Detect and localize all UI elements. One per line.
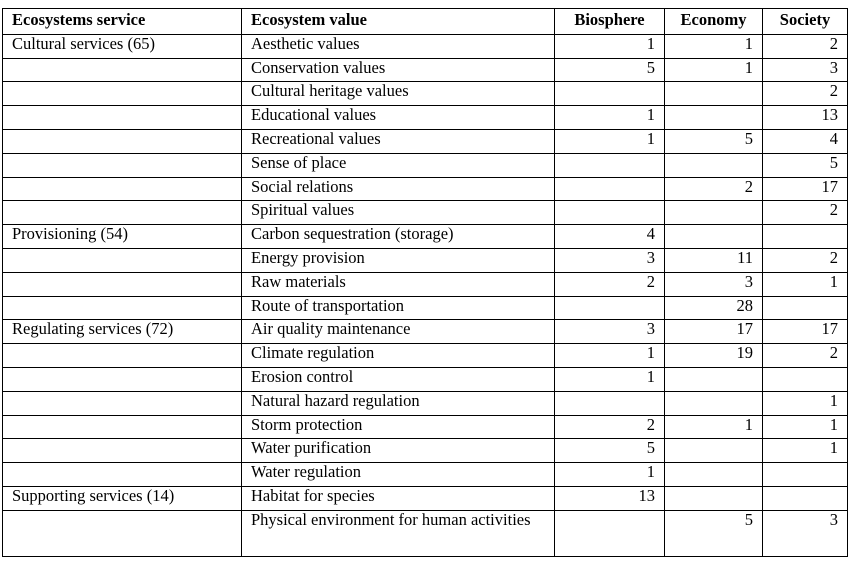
cell-society: 3	[763, 510, 848, 556]
cell-service	[3, 463, 242, 487]
ecosystem-services-table	[2, 8, 848, 557]
cell-society: 5	[763, 153, 848, 177]
cell-society	[763, 486, 848, 510]
cell-economy	[665, 225, 763, 249]
cell-society: 2	[763, 344, 848, 368]
cell-society: 1	[763, 272, 848, 296]
cell-value: Spiritual values	[242, 201, 555, 225]
table-row	[3, 248, 848, 272]
cell-value: Energy provision	[242, 248, 555, 272]
cell-biosphere: 3	[555, 320, 665, 344]
cell-economy	[665, 367, 763, 391]
cell-biosphere	[555, 510, 665, 556]
header-row	[3, 9, 848, 35]
cell-service	[3, 153, 242, 177]
cell-value: Conservation values	[242, 58, 555, 82]
cell-economy	[665, 439, 763, 463]
cell-economy: 5	[665, 129, 763, 153]
cell-service	[3, 296, 242, 320]
table-row	[3, 439, 848, 463]
cell-service	[3, 510, 242, 556]
cell-value: Water purification	[242, 439, 555, 463]
cell-biosphere: 1	[555, 34, 665, 58]
cell-society: 13	[763, 106, 848, 130]
table-row	[3, 510, 848, 556]
cell-service: Cultural services (65)	[3, 34, 242, 58]
cell-service	[3, 106, 242, 130]
cell-service	[3, 367, 242, 391]
cell-society	[763, 463, 848, 487]
table-row	[3, 486, 848, 510]
table-row	[3, 344, 848, 368]
cell-economy: 17	[665, 320, 763, 344]
cell-service	[3, 82, 242, 106]
table-row	[3, 153, 848, 177]
cell-biosphere: 1	[555, 129, 665, 153]
cell-service	[3, 248, 242, 272]
table-row	[3, 296, 848, 320]
table-row	[3, 367, 848, 391]
cell-value: Physical environment for human activities	[242, 510, 555, 556]
cell-service: Provisioning (54)	[3, 225, 242, 249]
cell-biosphere: 1	[555, 463, 665, 487]
cell-economy	[665, 486, 763, 510]
cell-economy: 1	[665, 58, 763, 82]
cell-society: 2	[763, 201, 848, 225]
cell-biosphere	[555, 153, 665, 177]
table-row	[3, 106, 848, 130]
cell-value: Raw materials	[242, 272, 555, 296]
cell-value: Recreational values	[242, 129, 555, 153]
table-row	[3, 225, 848, 249]
cell-value: Social relations	[242, 177, 555, 201]
table-body	[3, 34, 848, 556]
cell-service: Regulating services (72)	[3, 320, 242, 344]
table-row	[3, 201, 848, 225]
header-economy: Economy	[665, 9, 763, 35]
cell-society: 2	[763, 82, 848, 106]
cell-value: Route of transportation	[242, 296, 555, 320]
cell-society	[763, 225, 848, 249]
header-biosphere: Biosphere	[555, 9, 665, 35]
table-row	[3, 415, 848, 439]
cell-economy: 28	[665, 296, 763, 320]
cell-service	[3, 439, 242, 463]
cell-economy: 5	[665, 510, 763, 556]
cell-service	[3, 58, 242, 82]
cell-society	[763, 367, 848, 391]
cell-value: Erosion control	[242, 367, 555, 391]
cell-society: 4	[763, 129, 848, 153]
cell-society: 2	[763, 248, 848, 272]
cell-service	[3, 177, 242, 201]
cell-economy	[665, 153, 763, 177]
cell-economy: 1	[665, 415, 763, 439]
cell-value: Climate regulation	[242, 344, 555, 368]
cell-biosphere: 5	[555, 439, 665, 463]
cell-society: 17	[763, 320, 848, 344]
cell-service	[3, 415, 242, 439]
cell-society: 17	[763, 177, 848, 201]
cell-biosphere: 3	[555, 248, 665, 272]
cell-biosphere: 13	[555, 486, 665, 510]
cell-service: Supporting services (14)	[3, 486, 242, 510]
table-row	[3, 463, 848, 487]
cell-value: Habitat for species	[242, 486, 555, 510]
cell-economy: 1	[665, 34, 763, 58]
cell-economy: 3	[665, 272, 763, 296]
table-row	[3, 320, 848, 344]
cell-economy	[665, 82, 763, 106]
header-value: Ecosystem value	[242, 9, 555, 35]
cell-biosphere	[555, 391, 665, 415]
header-society: Society	[763, 9, 848, 35]
cell-biosphere: 2	[555, 415, 665, 439]
cell-service	[3, 129, 242, 153]
table-row	[3, 177, 848, 201]
cell-society: 3	[763, 58, 848, 82]
cell-economy: 2	[665, 177, 763, 201]
cell-biosphere	[555, 201, 665, 225]
cell-value: Air quality maintenance	[242, 320, 555, 344]
cell-value: Aesthetic values	[242, 34, 555, 58]
cell-value: Educational values	[242, 106, 555, 130]
cell-society: 1	[763, 391, 848, 415]
cell-service	[3, 344, 242, 368]
table-row	[3, 34, 848, 58]
cell-value: Cultural heritage values	[242, 82, 555, 106]
cell-service	[3, 391, 242, 415]
cell-value: Water regulation	[242, 463, 555, 487]
cell-biosphere	[555, 82, 665, 106]
cell-value: Natural hazard regulation	[242, 391, 555, 415]
cell-biosphere: 1	[555, 367, 665, 391]
cell-economy	[665, 463, 763, 487]
cell-value: Sense of place	[242, 153, 555, 177]
cell-economy: 11	[665, 248, 763, 272]
cell-society: 1	[763, 415, 848, 439]
table-row	[3, 58, 848, 82]
cell-biosphere: 2	[555, 272, 665, 296]
cell-economy	[665, 201, 763, 225]
cell-service	[3, 201, 242, 225]
table-row	[3, 391, 848, 415]
cell-biosphere: 5	[555, 58, 665, 82]
cell-biosphere: 4	[555, 225, 665, 249]
cell-value: Storm protection	[242, 415, 555, 439]
cell-economy	[665, 391, 763, 415]
cell-society	[763, 296, 848, 320]
cell-society: 2	[763, 34, 848, 58]
cell-biosphere	[555, 177, 665, 201]
cell-biosphere: 1	[555, 106, 665, 130]
table-row	[3, 129, 848, 153]
cell-biosphere: 1	[555, 344, 665, 368]
header-service: Ecosystems service	[3, 9, 242, 35]
cell-society: 1	[763, 439, 848, 463]
table-row	[3, 272, 848, 296]
cell-biosphere	[555, 296, 665, 320]
cell-service	[3, 272, 242, 296]
table-row	[3, 82, 848, 106]
cell-value: Carbon sequestration (storage)	[242, 225, 555, 249]
cell-economy: 19	[665, 344, 763, 368]
cell-economy	[665, 106, 763, 130]
